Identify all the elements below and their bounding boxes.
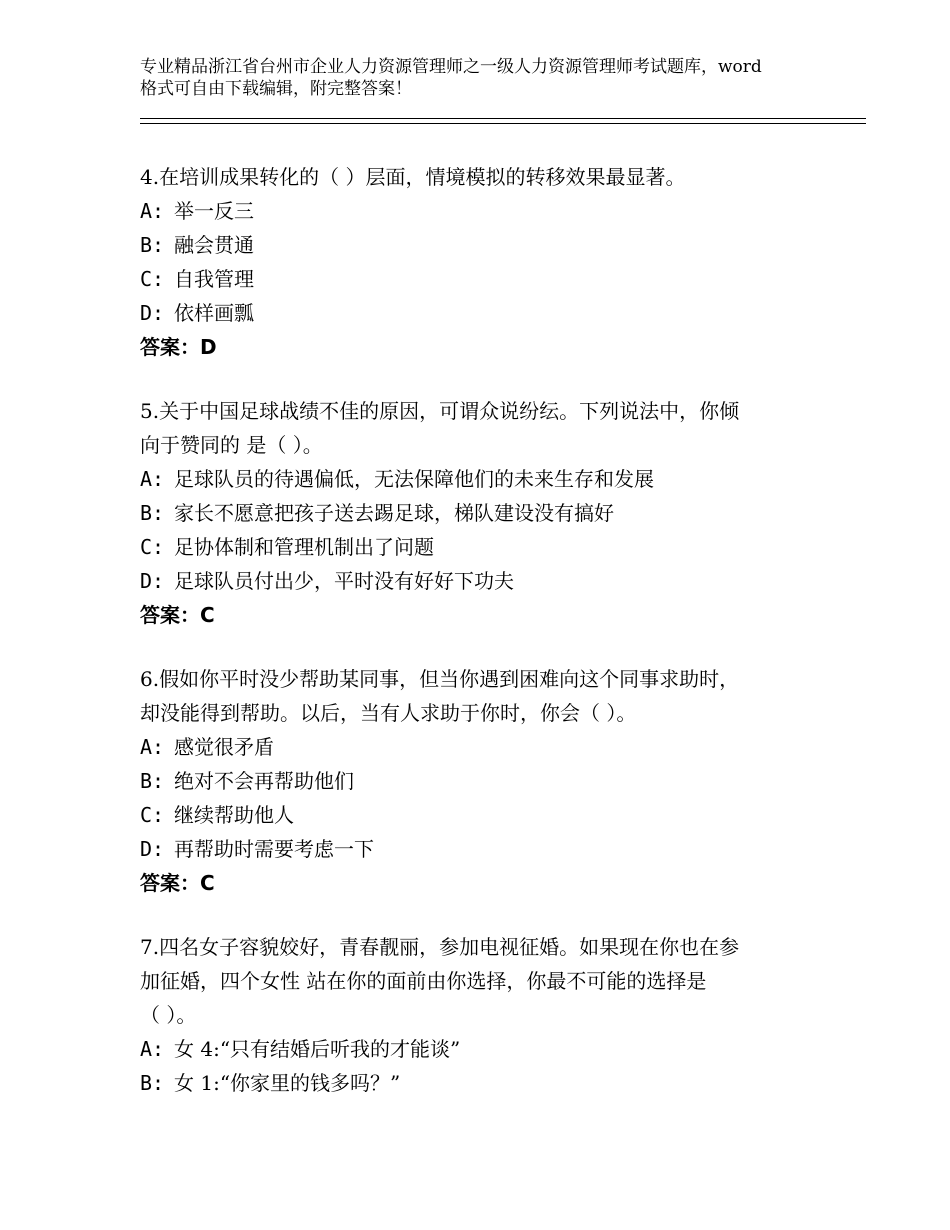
option-text: 融会贯通 xyxy=(174,233,254,257)
option-text: 足协体制和管理机制出了问题 xyxy=(174,535,434,559)
option-text: 依样画瓢 xyxy=(174,301,254,325)
option-text: 举一反三 xyxy=(174,199,254,223)
document-header xyxy=(140,56,840,100)
option-letter: B: xyxy=(140,1071,165,1095)
option-letter: B: xyxy=(140,233,165,257)
question-list xyxy=(140,160,820,1130)
option-letter: C: xyxy=(140,803,165,827)
answer-label: 答案：C xyxy=(140,871,215,895)
option-c xyxy=(140,262,820,296)
question-7 xyxy=(140,930,820,1100)
option-letter: D: xyxy=(140,569,165,593)
option-b xyxy=(140,496,820,530)
option-letter: B: xyxy=(140,769,165,793)
question-text-line-2: 却没能得到帮助。以后，当有人求助于你时，你会（ ）。 xyxy=(140,701,637,725)
option-text: 再帮助时需要考虑一下 xyxy=(174,837,374,861)
option-letter: D: xyxy=(140,301,165,325)
question-text-line-1: 6.假如你平时没少帮助某同事，但当你遇到困难向这个同事求助时， xyxy=(140,667,740,691)
option-text: 感觉很矛盾 xyxy=(174,735,274,759)
option-a xyxy=(140,462,820,496)
answer-label: 答案：C xyxy=(140,603,215,627)
option-d xyxy=(140,564,820,598)
question-5 xyxy=(140,394,820,632)
option-text: 绝对不会再帮助他们 xyxy=(174,769,354,793)
option-a xyxy=(140,194,820,228)
option-text: 女 4:“只有结婚后听我的才能谈” xyxy=(174,1037,461,1061)
option-text: 家长不愿意把孩子送去踢足球，梯队建设没有搞好 xyxy=(174,501,614,525)
option-letter: B: xyxy=(140,501,165,525)
option-b xyxy=(140,764,820,798)
question-text: 4.在培训成果转化的（ ）层面，情境模拟的转移效果最显著。 xyxy=(140,165,686,189)
option-letter: A: xyxy=(140,735,165,759)
option-b xyxy=(140,228,820,262)
question-6 xyxy=(140,662,820,900)
option-letter: D: xyxy=(140,837,165,861)
option-a xyxy=(140,730,820,764)
option-letter: A: xyxy=(140,199,165,223)
option-text: 女 1:“你家里的钱多吗？” xyxy=(174,1071,401,1095)
header-line-2: 格式可自由下载编辑，附完整答案！ xyxy=(140,79,412,99)
header-divider-bottom xyxy=(140,123,866,124)
option-b xyxy=(140,1066,820,1100)
question-4 xyxy=(140,160,820,364)
option-c xyxy=(140,530,820,564)
question-text-line-2: 加征婚，四个女性 站在你的面前由你选择，你最不可能的选择是 xyxy=(140,969,707,993)
option-text: 继续帮助他人 xyxy=(174,803,294,827)
option-d xyxy=(140,832,820,866)
header-divider-top xyxy=(140,118,866,119)
option-text: 足球队员的待遇偏低，无法保障他们的未来生存和发展 xyxy=(174,467,654,491)
header-line-1: 专业精品浙江省台州市企业人力资源管理师之一级人力资源管理师考试题库，word xyxy=(140,57,762,77)
option-text: 自我管理 xyxy=(174,267,254,291)
option-c xyxy=(140,798,820,832)
option-text: 足球队员付出少，平时没有好好下功夫 xyxy=(174,569,514,593)
question-text-line-2: 向于赞同的 是（ ）。 xyxy=(140,433,323,457)
question-text-line-3: （ ）。 xyxy=(140,1003,197,1027)
option-letter: C: xyxy=(140,267,165,291)
option-letter: A: xyxy=(140,1037,165,1061)
answer-label: 答案：D xyxy=(140,335,217,359)
question-text-line-1: 7.四名女子容貌姣好，青春靓丽，参加电视征婚。如果现在你也在参 xyxy=(140,935,740,959)
option-letter: A: xyxy=(140,467,165,491)
option-d xyxy=(140,296,820,330)
question-text-line-1: 5.关于中国足球战绩不佳的原因，可谓众说纷纭。下列说法中，你倾 xyxy=(140,399,740,423)
option-a xyxy=(140,1032,820,1066)
option-letter: C: xyxy=(140,535,165,559)
